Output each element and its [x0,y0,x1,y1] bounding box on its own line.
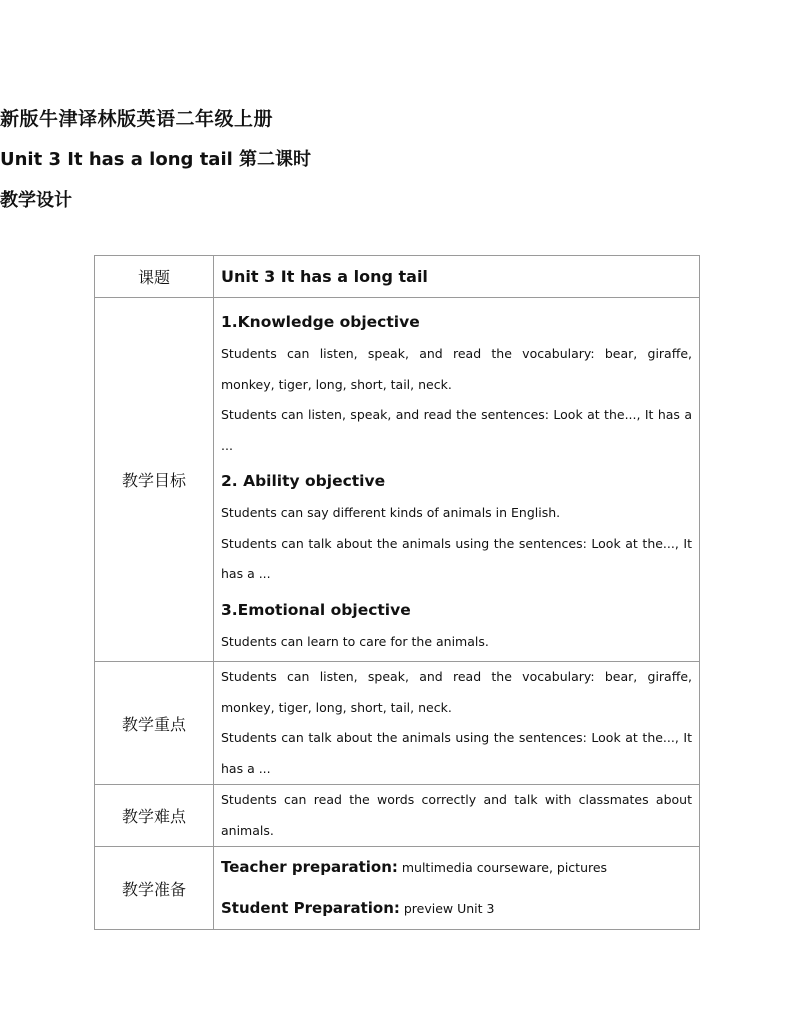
table-row-difficult-points [95,785,700,847]
student-preparation-value: preview Unit 3 [399,901,495,916]
teacher-preparation-value: multimedia courseware, pictures [397,860,608,875]
lesson-plan-table [94,255,700,930]
preparation-label: 教学准备 [95,847,214,930]
document-type: 教学设计 [0,190,72,211]
knowledge-objective-text-1: Students can listen, speak, and read the vocabulary: bear, giraffe, monkey, tiger, long, short, tail, neck. [221,346,692,392]
emotional-objective-heading: 3.Emotional objective [221,600,411,619]
emotional-objective-text: Students can learn to care for the animals. [221,633,489,649]
teacher-preparation-label: Teacher preparation: [221,858,398,876]
key-points-label: 教学重点 [95,662,214,785]
table-row-topic [95,256,700,298]
key-points-content [214,662,700,785]
objectives-label: 教学目标 [95,298,214,662]
student-preparation [221,888,692,929]
teacher-preparation [221,847,692,888]
document-subtitle: Unit 3 It has a long tail 第二课时 [0,149,312,170]
table-row-key-points [95,662,700,785]
difficult-points-label: 教学难点 [95,785,214,847]
ability-objective-heading: 2. Ability objective [221,472,386,490]
topic-label: 课题 [95,256,214,298]
key-points-text-1: Students can listen, speak, and read the vocabulary: bear, giraffe, monkey, tiger, long, short, tail, neck. [221,669,692,715]
knowledge-objective-text-2: Students can listen, speak, and read the sentences: Look at the..., It has a ... [221,407,692,453]
key-points-text-2: Students can talk about the animals using the sentences: Look at the..., It has a ... [221,730,692,776]
difficult-points-text: Students can read the words correctly and talk with classmates about animals. [221,792,692,838]
ability-objective-text-2: Students can talk about the animals using the sentences: Look at the..., It has a ... [221,535,692,581]
topic-value: Unit 3 It has a long tail [214,256,700,298]
table-row-preparation [95,847,700,930]
document-title: 新版牛津译林版英语二年级上册 [0,108,274,130]
preparation-content [214,847,700,930]
ability-objective-text-1: Students can say different kinds of animals in English. [221,505,561,520]
knowledge-objective-heading: 1.Knowledge objective [221,313,420,331]
student-preparation-label: Student Preparation: [221,899,400,917]
objectives-content [214,298,700,662]
difficult-points-content [214,785,700,847]
table-row-objectives [95,298,700,662]
